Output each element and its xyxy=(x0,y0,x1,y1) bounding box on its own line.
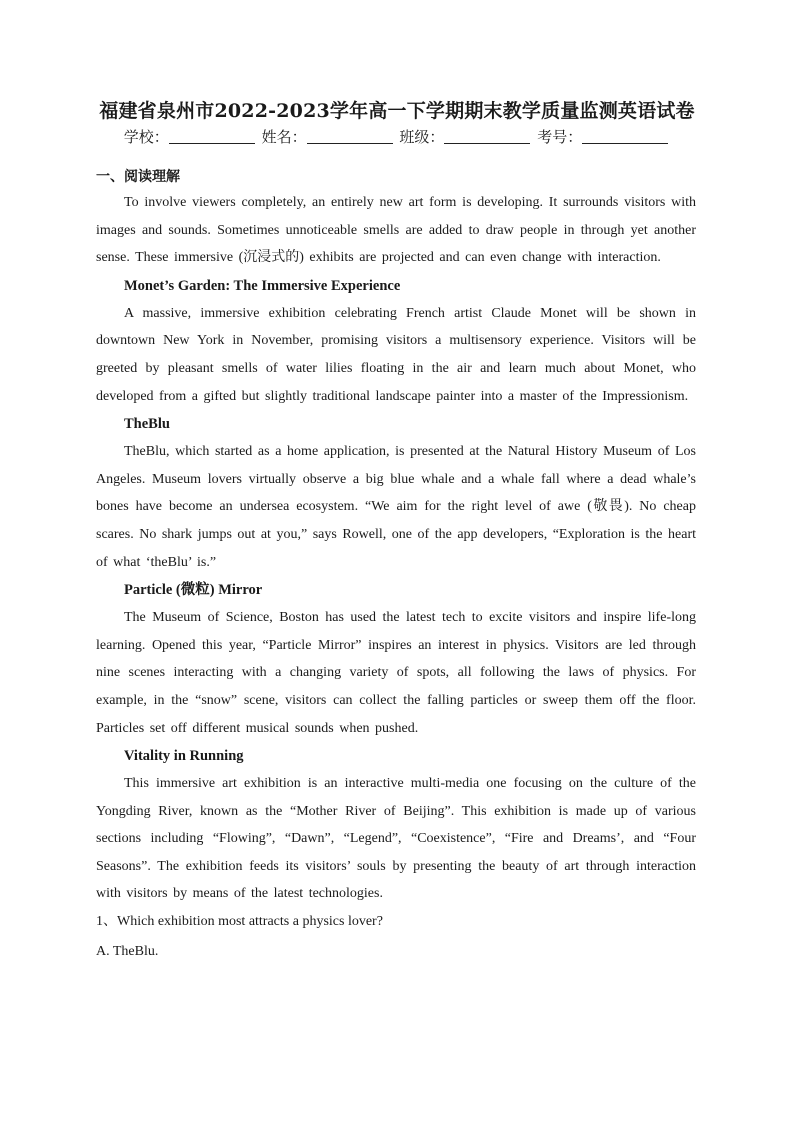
name-blank[interactable] xyxy=(307,129,393,144)
exam-number-label: 考号： xyxy=(537,128,583,146)
exhibit-heading-theblu: TheBlu xyxy=(124,416,170,433)
exhibit-heading-particle-mirror: Particle (微粒) Mirror xyxy=(124,582,263,599)
reading-section xyxy=(96,165,696,966)
class-label: 班级： xyxy=(399,128,445,146)
exhibit-text-monet: A massive, immersive exhibition celebrating French artist Claude Monet will be shown in downtown New York in November, promising visitors a multisensory experience. Visitors will be greeted by pleasant smells of water lilies floating in the air and learn much about Monet, who developed from a gifted but slightly traditional landscape painter into a master of the Impressionism. xyxy=(96,305,696,404)
exhibit-text-vitality: This immersive art exhibition is an interactive multi-media one focusing on the culture of the Yongding River, known as the “Mother River of Beijing”. This exhibition is made up of various sections including “Flowing”, “Dawn”, “Legend”, “Coexistence”, “Fire and Dreams’, and “Four Seasons”. The exhibition feeds its visitors’ souls by presenting the beauty of art through interaction with visitors by means of the latest technologies. xyxy=(96,776,696,902)
name-label: 姓名： xyxy=(261,128,307,146)
class-blank[interactable] xyxy=(444,129,530,144)
exam-number-blank[interactable] xyxy=(582,129,668,144)
section-heading: 一、阅读理解 xyxy=(96,169,180,185)
intro-paragraph: To involve viewers completely, an entirely new art form is developing. It surrounds visitors with images and sounds. Sometimes unnoticeable smells are added to draw people in through yet another sense. These immersive (沉浸式的) exhibits are projected and can even change with interaction. xyxy=(96,195,696,266)
exhibit-text-theblu: TheBlu, which started as a home application, is presented at the Natural History Museum of Los Angeles. Museum lovers virtually observe a big blue whale and a whale fall where a dead whale’s bones have become an undersea ecosystem. “We aim for the right level of awe (敬畏). No cheap scares. No shark jumps out at you,” says Rowell, one of the app developers, “Exploration is the heart of what ‘theBlu’ is.” xyxy=(96,444,696,570)
exhibit-heading-monet: Monet’s Garden: The Immersive Experience xyxy=(124,277,401,294)
exhibit-text-particle-mirror: The Museum of Science, Boston has used the latest tech to excite visitors and inspire life-long learning. Opened this year, “Particle Mirror” inspires an interest in physics. Visitors are led through nine scenes interacting with a changing variety of spots, all following the laws of physics. For example, in the “snow” scene, visitors can collect the falling particles or sweep them off the floor. Particles set off different musical sounds when pushed. xyxy=(96,610,696,736)
school-label: 学校： xyxy=(123,128,169,146)
exhibit-heading-vitality: Vitality in Running xyxy=(124,748,244,765)
question-1-option-a[interactable]: A. TheBlu. xyxy=(96,944,159,960)
student-info-line xyxy=(0,126,794,147)
exam-title: 福建省泉州市2022-2023学年高一下学期期末教学质量监测英语试卷 xyxy=(99,100,695,122)
question-1: 1、Which exhibition most attracts a physics lover? xyxy=(96,914,383,930)
school-blank[interactable] xyxy=(169,129,255,144)
